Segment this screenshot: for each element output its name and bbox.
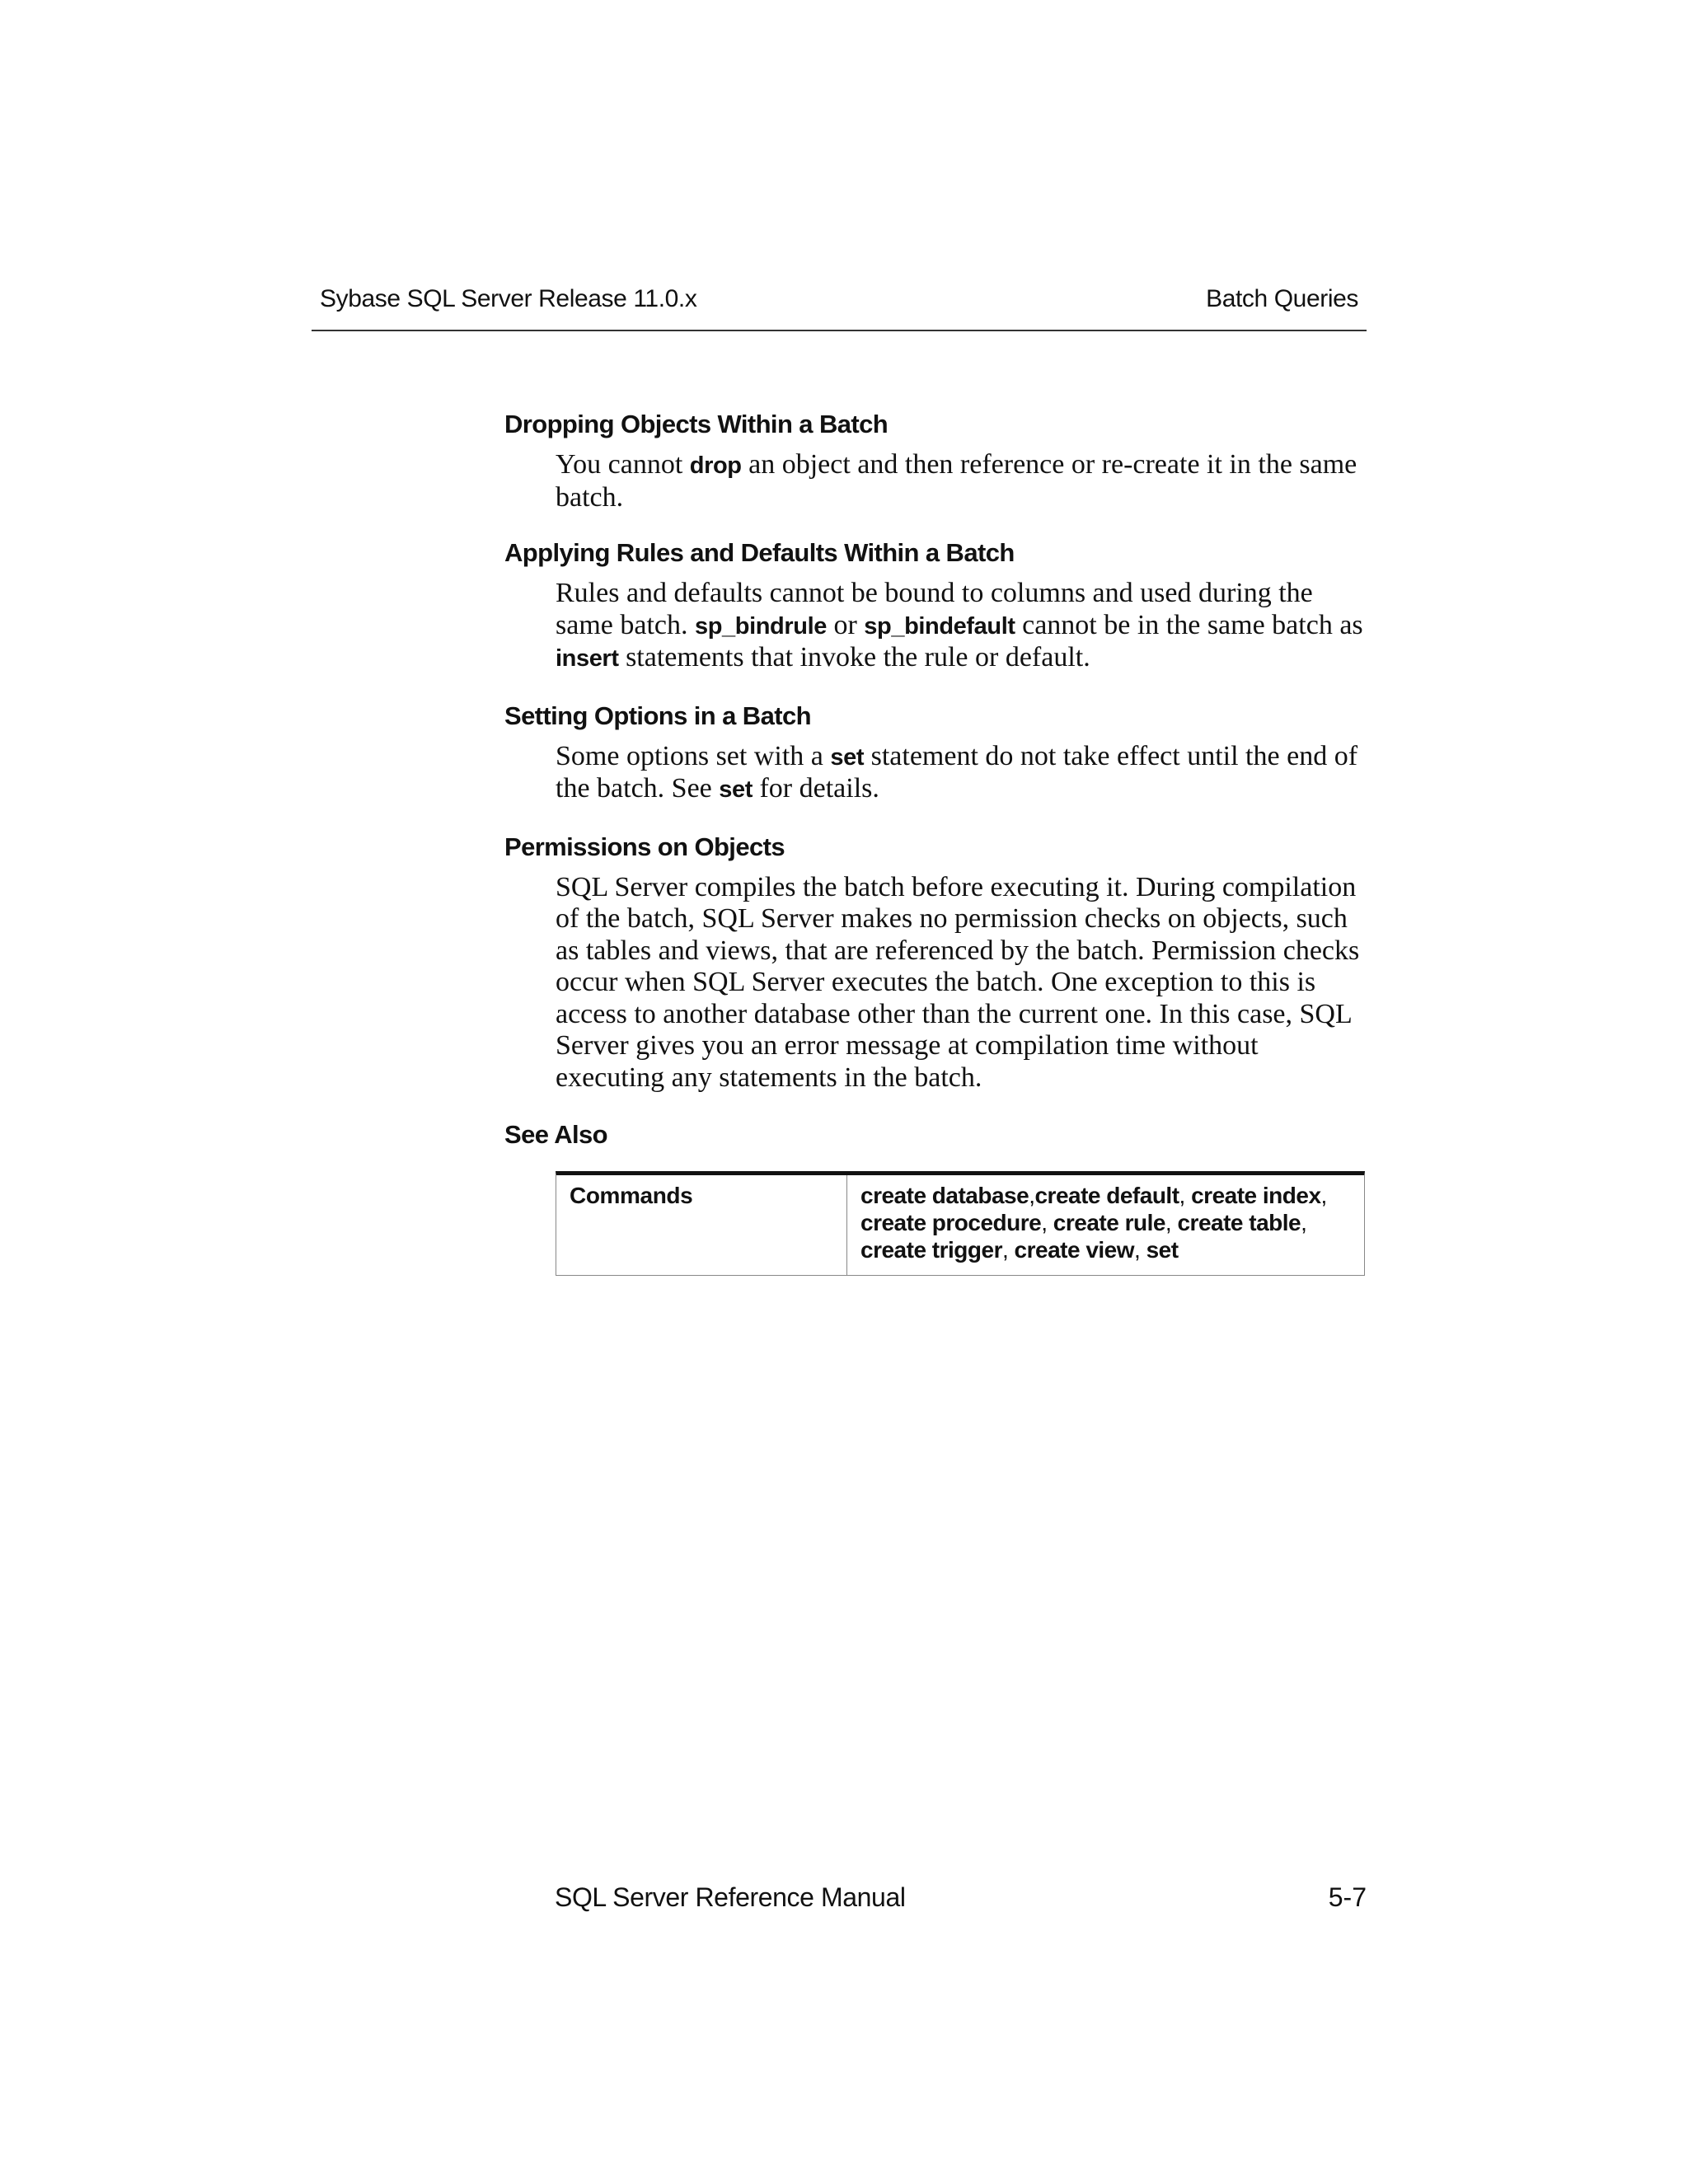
keyword-set: set [830,743,865,771]
command-create-view: create view [1014,1237,1135,1263]
keyword-sp-bindefault: sp_bindefault [864,612,1015,640]
command-create-index: create index [1191,1183,1321,1208]
separator: , [1165,1210,1178,1235]
text-segment: an object and then reference or re-create it in the same batch. [556,449,1357,513]
keyword-sp-bindrule: sp_bindrule [695,612,827,640]
separator: , [1301,1210,1307,1235]
separator: , [1041,1210,1053,1235]
text-segment: for details. [752,773,879,804]
heading-dropping-objects: Dropping Objects Within a Batch [504,410,889,438]
keyword-set-link: set [719,776,753,803]
text-segment: or [826,609,865,640]
command-create-database: create database [860,1183,1029,1208]
heading-setting-options: Setting Options in a Batch [504,701,811,730]
text-segment: statement do not take effect until the end of the batch. See [556,740,1358,804]
header-chapter-label: Batch Queries [1206,285,1358,312]
running-header [312,280,1367,331]
keyword-drop: drop [689,452,742,479]
command-create-table: create table [1177,1210,1301,1235]
separator: , [1001,1237,1015,1263]
command-create-default: create default [1034,1183,1179,1208]
see-also-commands-cell [847,1175,1364,1275]
footer-manual-title: SQL Server Reference Manual [555,1882,906,1912]
see-also-table [556,1171,1365,1276]
heading-applying-rules: Applying Rules and Defaults Within a Batch [504,538,1015,567]
separator: , [1134,1237,1146,1263]
command-create-trigger: create trigger [860,1237,1002,1263]
heading-permissions: Permissions on Objects [504,832,785,861]
command-create-procedure: create procedure [860,1210,1042,1235]
page-content [504,408,1367,1276]
text-segment: You cannot [556,449,690,480]
text-segment: cannot be in the same batch as [1015,609,1363,640]
text-segment: Rules and defaults cannot be bound to columns and used during the same batch. [556,578,1313,640]
header-release-label: Sybase SQL Server Release 11.0.x [320,285,697,312]
see-also-row-label: Commands [556,1175,847,1275]
separator: , [1179,1183,1192,1208]
separator: , [1320,1183,1327,1208]
text-segment: Some options set with a [556,740,831,771]
command-create-rule: create rule [1053,1210,1165,1235]
text-segment: statements that invoke the rule or default. [618,642,1090,673]
paragraph-permissions: SQL Server compiles the batch before executing it. During compilation of the batch, SQL Server makes no permission checks on objects, such as tables and views, that are referenced by the batch. Permission checks occur when SQL Server executes the batch. One exception to this is access to another database other than the current one. In this case, SQL Server gives you an error message at compilation time without executing any statements in the batch. [556,871,1360,1093]
heading-see-also: See Also [504,1120,607,1149]
paragraph-dropping-objects [556,449,1367,513]
paragraph-applying-rules [556,578,1367,675]
command-set: set [1146,1237,1179,1263]
separator: , [1029,1183,1035,1208]
paragraph-setting-options [556,741,1367,806]
footer-page-number: 5-7 [1328,1882,1367,1912]
keyword-insert: insert [556,645,619,672]
